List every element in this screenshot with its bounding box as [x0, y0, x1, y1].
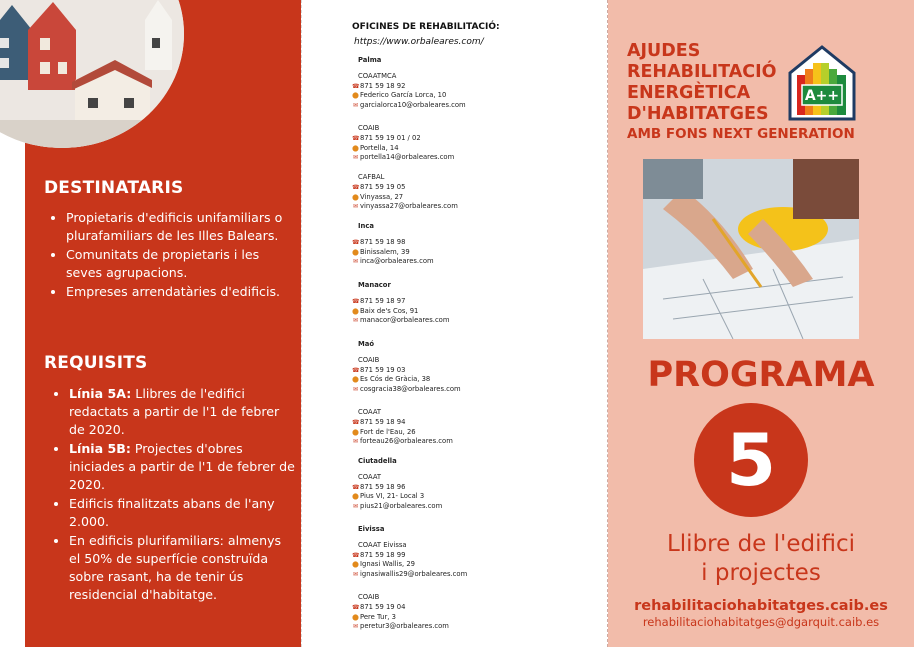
title-line: ENERGÈTICA: [627, 83, 751, 103]
mail-icon: ✉: [352, 317, 359, 325]
office-group-eivissa: [352, 525, 467, 580]
office-phone[interactable]: 871 59 18 96: [360, 482, 406, 491]
office-address: Pere Tur, 3: [360, 612, 396, 621]
office-phone[interactable]: 871 59 19 03: [360, 365, 406, 374]
office-email[interactable]: inca@orbaleares.com: [360, 257, 434, 266]
phone-icon: ☎: [352, 183, 360, 191]
office-email[interactable]: ignasiwallis29@orbaleares.com: [360, 570, 468, 579]
town-name: Manacor: [358, 281, 391, 289]
office-email[interactable]: cosgracia38@orbaleares.com: [360, 385, 461, 394]
office-org: CAFBAL: [358, 173, 385, 181]
title-line: REHABILITACIÓ: [627, 62, 777, 82]
phone-icon: ☎: [352, 418, 360, 426]
list-item: [69, 385, 295, 439]
office-group-mao: [352, 340, 461, 395]
office-email[interactable]: vinyassa27@orbaleares.com: [360, 202, 458, 211]
office-phone[interactable]: 871 59 18 99: [360, 550, 406, 559]
location-pin-icon: ⬤: [352, 493, 359, 501]
list-item: [69, 440, 295, 494]
office-address: Es Cós de Gràcia, 38: [360, 375, 431, 384]
list-item-text: Edificis finalitzats abans de l'any 2.000.: [69, 496, 275, 529]
list-item-text: En edificis plurifamiliars: almenys el 50% de superfície construïda sobre rasant, ha de tenir ús residencial d'habitatge.: [69, 533, 282, 602]
office-address: Fort de l'Eau, 26: [360, 427, 416, 436]
phone-icon: ☎: [352, 551, 360, 559]
badge-label: A++: [804, 88, 840, 104]
office-org: COAAT Eivissa: [358, 540, 407, 549]
title-line: AJUDES: [627, 41, 701, 61]
office-org: COAIB: [358, 593, 380, 601]
office-phone[interactable]: 871 59 18 94: [360, 417, 406, 426]
destinataris-heading: DESTINATARIS: [44, 178, 184, 198]
mail-icon: ✉: [352, 503, 359, 511]
location-pin-icon: ⬤: [352, 92, 359, 100]
office-email[interactable]: pius21@orbaleares.com: [360, 502, 443, 511]
office-org: COAAT: [358, 408, 382, 416]
office-org: COAAT: [358, 472, 382, 481]
office-org: COAATMCA: [358, 71, 397, 80]
office-email[interactable]: garcialorca10@orbaleares.com: [360, 101, 466, 110]
office-phone[interactable]: 871 59 18 97: [360, 296, 406, 305]
office-address: Binissalem, 39: [360, 247, 410, 256]
offices-url-link[interactable]: https://www.orbaleares.com/: [354, 37, 484, 47]
phone-icon: ☎: [352, 297, 360, 305]
mail-icon: ✉: [352, 438, 359, 446]
office-phone[interactable]: 871 59 19 05: [360, 182, 406, 191]
office-address: Federico García Lorca, 10: [360, 91, 447, 100]
location-pin-icon: ⬤: [352, 561, 359, 569]
office-block: [352, 593, 449, 632]
website-link[interactable]: rehabilitaciohabitatges.caib.es: [634, 598, 888, 614]
office-phone[interactable]: 871 59 18 92: [360, 81, 406, 90]
phone-icon: ☎: [352, 238, 360, 246]
office-block: [352, 124, 454, 163]
office-org: COAIB: [358, 355, 380, 364]
title-line: D'HABITATGES: [627, 104, 769, 124]
office-email[interactable]: forteau26@orbaleares.com: [360, 437, 453, 446]
mail-icon: ✉: [352, 258, 359, 266]
list-item: • Empreses arrendatàries d'edificis.: [66, 283, 298, 301]
fold-line-left: [301, 0, 302, 647]
town-name: Ciutadella: [358, 457, 397, 465]
office-group-manacor: [352, 281, 449, 326]
office-address: Vinyassa, 27: [360, 192, 404, 201]
office-block: [352, 408, 453, 447]
office-email[interactable]: peretur3@orbaleares.com: [360, 622, 449, 631]
location-pin-icon: ⬤: [352, 307, 359, 315]
program-number-badge: 5: [694, 403, 808, 517]
location-pin-icon: ⬤: [352, 376, 359, 384]
town-name: Maó: [358, 340, 375, 348]
town-name: Palma: [358, 56, 382, 64]
phone-icon: ☎: [352, 82, 360, 90]
list-item: [69, 495, 295, 531]
list-item: [69, 532, 295, 604]
office-address: Ignasi Wallis, 29: [360, 560, 416, 569]
phone-icon: ☎: [352, 603, 360, 611]
office-phone[interactable]: 871 59 19 01 / 02: [360, 133, 421, 142]
location-pin-icon: ⬤: [352, 428, 359, 436]
office-group-palma: [352, 56, 466, 111]
subtitle: AMB FONS NEXT GENERATION: [627, 126, 855, 142]
list-item: • Propietaris d'edificis unifamiliars o plurafamiliars de les Illes Balears.: [66, 209, 298, 245]
requisits-list: [51, 385, 295, 605]
mail-icon: ✉: [352, 386, 359, 394]
program-name: [608, 530, 914, 588]
office-block: [352, 173, 458, 212]
office-email[interactable]: portella14@orbaleares.com: [360, 153, 455, 162]
mail-icon: ✉: [352, 623, 359, 631]
list-item-text: Llibres de l'edifici redactats a partir de l'1 de febrer de 2020.: [69, 386, 280, 437]
office-address: Pius VI, 21- Local 3: [360, 492, 425, 501]
location-pin-icon: ⬤: [352, 248, 359, 256]
office-group-inca: [352, 222, 434, 267]
program-name-line: Llibre de l'edifici: [666, 531, 856, 557]
requisits-heading: REQUISITS: [44, 353, 148, 373]
programa-heading: PROGRAMA: [647, 355, 875, 395]
line-label: Línia 5B:: [69, 441, 131, 456]
phone-icon: ☎: [352, 483, 360, 491]
phone-icon: ☎: [352, 366, 360, 374]
list-item-text: Projectes d'obres iniciades a partir de l'1 de febrer de 2020.: [69, 441, 295, 492]
mail-icon: ✉: [352, 571, 359, 579]
main-title: [627, 41, 777, 125]
program-name-line: i projectes: [701, 560, 821, 586]
list-item: • Comunitats de propietaris i les seves agrupacions.: [66, 246, 298, 282]
energy-rating-house-icon: [788, 45, 856, 121]
mail-icon: ✉: [352, 154, 359, 162]
mail-icon: ✉: [352, 102, 359, 110]
line-label: Línia 5A:: [69, 386, 132, 401]
blueprint-illustration: [643, 159, 859, 339]
office-email[interactable]: manacor@orbaleares.com: [360, 316, 450, 325]
town-name: Inca: [358, 222, 374, 230]
architect-drawing-photo: [643, 159, 859, 339]
town-name: Eivissa: [358, 525, 385, 533]
contact-email-link[interactable]: rehabilitaciohabitatges@dgarquit.caib.es: [642, 615, 880, 629]
office-address: Baix de's Cos, 91: [360, 306, 419, 315]
location-pin-icon: ⬤: [352, 193, 359, 201]
location-pin-icon: ⬤: [352, 144, 359, 152]
mail-icon: ✉: [352, 203, 359, 211]
office-org: COAIB: [358, 124, 380, 132]
office-phone[interactable]: 871 59 19 04: [360, 602, 406, 611]
offices-heading: OFICINES DE REHABILITACIÓ:: [352, 22, 500, 32]
destinataris-list: [48, 209, 298, 302]
office-address: Portella, 14: [360, 143, 399, 152]
phone-icon: ☎: [352, 134, 360, 142]
office-group-ciutadella: [352, 457, 442, 512]
office-phone[interactable]: 871 59 18 98: [360, 237, 406, 246]
location-pin-icon: ⬤: [352, 613, 359, 621]
